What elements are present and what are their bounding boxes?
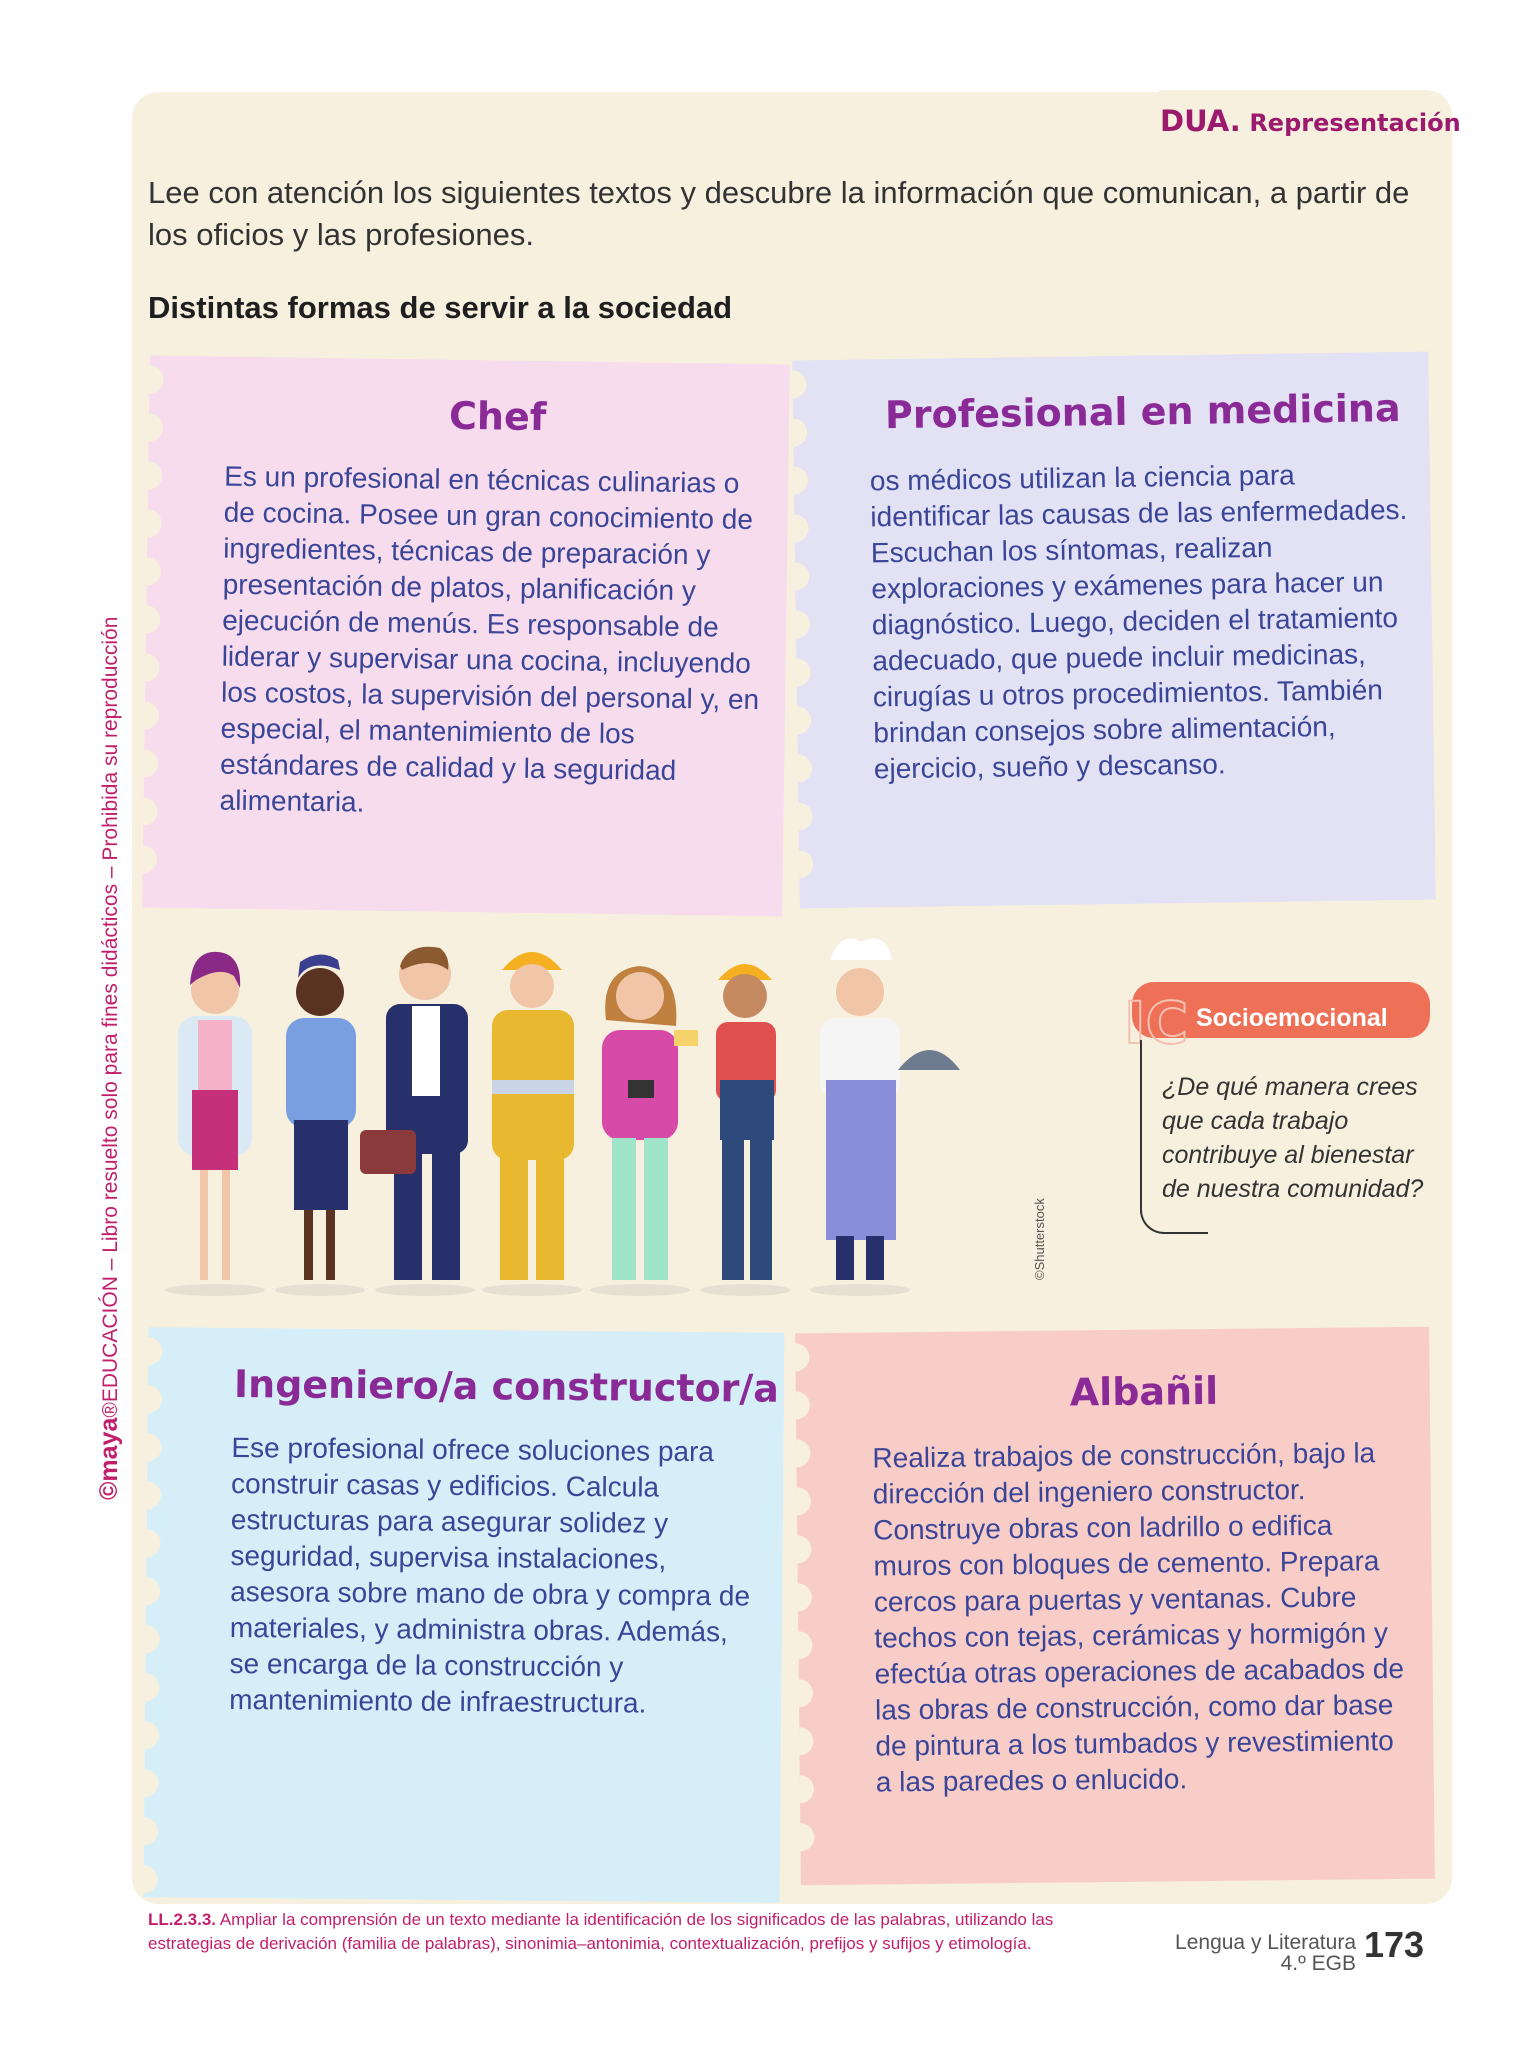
ic-icon: IC xyxy=(1124,989,1189,1057)
businessman-figure xyxy=(360,947,475,1296)
firefighter-figure xyxy=(482,952,582,1296)
card-text: Es un profesional en técnicas culinarias o de cocina. Posee un gran conocimiento de ingredientes, técnicas de preparación y presentación de platos, planificación y ejecución de menús. Es responsable de liderar y supervisar una cocina, incluyendo los costos, la supervisión del personal y, en especial, el mantenimiento de los estándares de calidad y la seguridad alimentaria. xyxy=(219,460,760,818)
painter-figure xyxy=(674,964,790,1296)
footer-subject xyxy=(1140,1932,1356,1974)
card-ingeniero xyxy=(144,1327,785,1903)
card-text: os médicos utilizan la ciencia para identificar las causas de las enfermedades. Escuchan los síntomas, realizan exploraciones y exámenes para hacer un diagnóstico. Luego, deciden el tratamiento adecuado, que puede incluir medicinas, cirugías u otros procedimientos. También brindan consejos sobre alimentación, ejercicio, sueño y descanso. xyxy=(869,459,1408,785)
subject-label: Lengua y Literatura xyxy=(1175,1931,1356,1954)
intro-text: Lee con atención los siguientes textos y descubre la información que comunican, a partir de los oficios y las profesiones. xyxy=(148,175,1410,252)
card-albanil xyxy=(795,1327,1435,1886)
brand-logo: ©maya xyxy=(95,1417,123,1500)
objective-code: LL.2.3.3. xyxy=(148,1910,217,1929)
chef-figure xyxy=(810,939,960,1296)
dua-label: Representación xyxy=(1249,109,1461,137)
flight-attendant-figure xyxy=(275,954,365,1296)
card-chef xyxy=(142,356,790,917)
card-holes xyxy=(144,1337,175,1887)
card-text: Ese profesional ofrece soluciones para construir casas y edificios. Calcula estructuras para asegurar solidez y seguridad, supervisa instalaciones, asesora sobre mano de obra y compra de materiales, y administra obras. Además, se encarga de la construcción y mantenimiento de infraestructura. xyxy=(229,1431,751,1719)
doctor-figure xyxy=(165,952,265,1296)
socioemocional-question: ¿De qué manera crees que cada trabajo contribuye al bienestar de nuestra comunidad? xyxy=(1162,1073,1424,1203)
footer-objective xyxy=(148,1908,1088,1956)
grade-label: 4.º EGB xyxy=(1280,1952,1356,1975)
objective-text: Ampliar la comprensión de un texto mediante la identificación de los significados de las palabras, utilizando las estrategias de derivación (familia de palabras), sinonimia–antonimia, contextualización, prefijos y sufijos y etimología. xyxy=(148,1910,1054,1953)
side-note-text: ®EDUCACIÓN – Libro resuelto solo para fines didácticos – Prohibida su reproducción xyxy=(99,616,122,1418)
card-title: Ingeniero/a constructor/a xyxy=(233,1361,780,1411)
copyright-side-note xyxy=(95,617,124,1500)
workers-illustration xyxy=(150,930,1080,1300)
card-text: Realiza trabajos de construcción, bajo la dirección del ingeniero constructor. Construye obras con ladrillo o edifica muros con bloques de cemento. Prepara cercos para puertas y ventanas. Cubre techos con tejas, cerámicas y hormigón y efectúa otras operaciones de acabados de las obras de construcción, como dar base de pintura a los tumbados y revestimiento a las paredes o enlucido. xyxy=(872,1437,1405,1798)
socioemocional-label: Socioemocional xyxy=(1196,1004,1388,1032)
card-title: Chef xyxy=(448,393,547,440)
dua-bold: DUA. xyxy=(1160,104,1241,138)
card-medicina xyxy=(792,352,1436,909)
page-number: 173 xyxy=(1364,1924,1425,1965)
photographer-figure xyxy=(590,966,690,1296)
section-heading: Distintas formas de servir a la sociedad xyxy=(148,290,733,325)
card-holes xyxy=(795,1343,827,1875)
image-credit: ©Shutterstock xyxy=(1032,1198,1047,1280)
card-title: Albañil xyxy=(1069,1368,1219,1415)
dua-header xyxy=(1160,104,1461,138)
card-title: Profesional en medicina xyxy=(884,385,1401,438)
